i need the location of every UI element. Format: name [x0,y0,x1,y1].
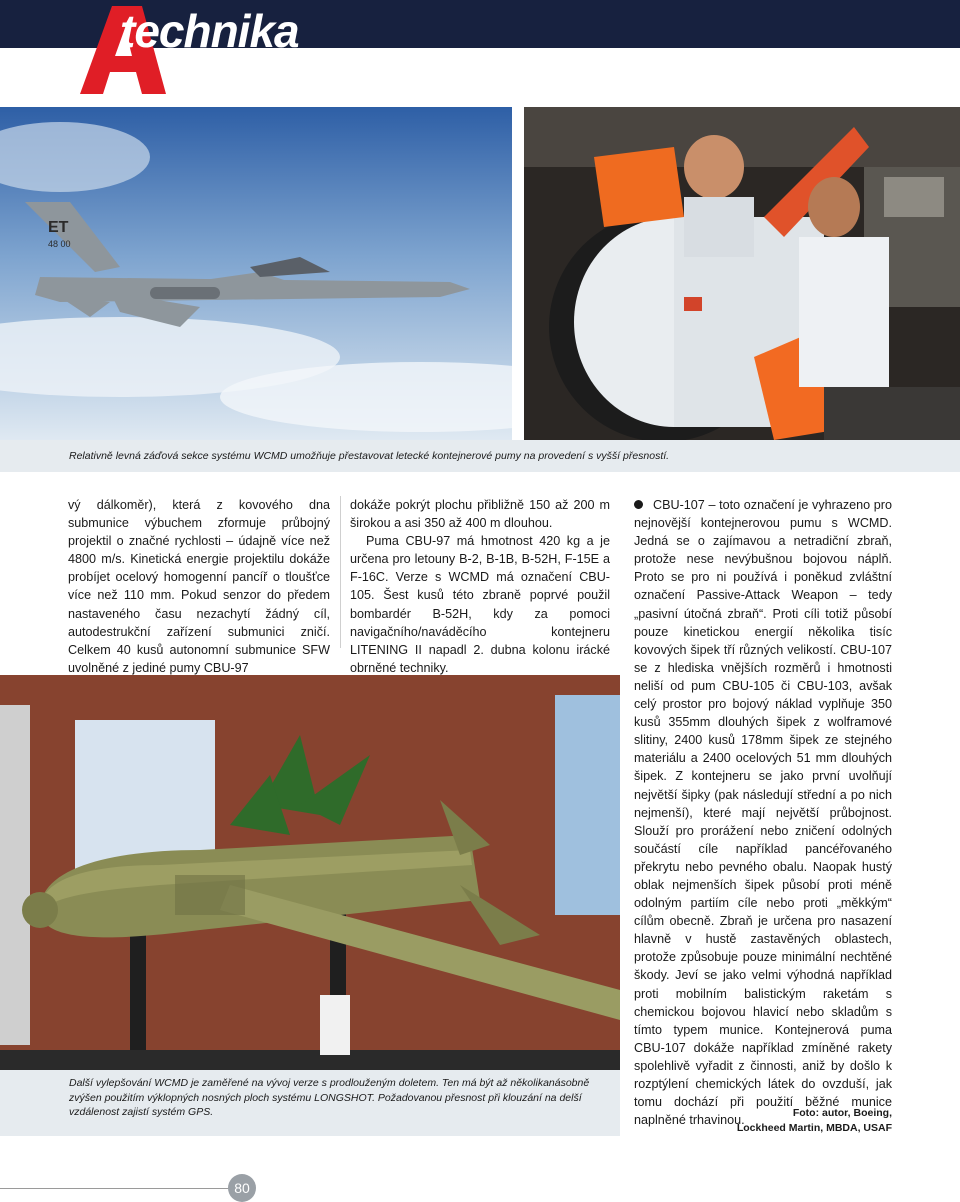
article-paragraph: Puma CBU-97 má hmotnost 420 kg a je určena pro letouny B-2, B-1B, B-52H, F-15E a F-16C. Verze s WCMD má označení CBU-105. Šest kusů této zbraně poprvé použil bombardér B-52H, kdy za pomoci navigačního/naváděcího kontejneru LITENING II napadl 2. dubna kolonu irácké obrněné techniky. [350,534,610,675]
footer-rule [0,1188,240,1189]
photo-credit [700,1106,892,1136]
article-paragraph: vý dálkoměr), která z kovového dna submunice výbuchem zformuje průbojný projektil o značné rychlosti – údajně více než 4800 m/s. Kinetická energie projektilu dokáže probíjet ocelový homogenní pancíř o tloušťce více než 110 mm. Pokud senzor do předem nastaveného času nezachytí žádný cíl, autodestrukční zařízení submunici zničí. Celkem 40 kusů autonomní submunice SFW uvolněné z jediné pumy CBU-97 [68,498,330,675]
bullet-icon [634,500,643,509]
article-column-3 [634,496,892,1129]
photo-credit-line: Lockheed Martin, MBDA, USAF [736,1122,892,1134]
photo-engineers-tail-kit [524,107,960,440]
section-title: technika [120,5,299,57]
jet-tail-code: ET [48,219,69,236]
photo-wcmd-display [0,675,620,1070]
page-number: 80 [228,1174,256,1202]
article-column-2 [350,496,610,677]
photo-credit-line: Foto: autor, Boeing, [792,1107,892,1119]
photo-f16-jet [0,107,512,440]
article-paragraph-text: CBU-107 – toto označení je vyhrazeno pro nejnovější kontejnerovou pumu s WCMD. Jedná se o zajímavou a netradiční zbraň, protože nese nevýbušnou bojovou náplň. Proto se pro ni používá i poněkud zvláštní označení Passive-Attack Weapon – tedy „pasivní útočná zbraň“. Proti cíli totiž působí pouze kinetickou energií několika tisíc kovových šipek tří různých velikostí. CBU-107 se z hlediska vnějších rozměrů i hmotnosti neliší od pum CBU-105 či CBU-103, avšak celý prostor pro bojový náklad vyplňuje 350 kusů 355mm dlouhých šipek z wolframové slitiny, 2400 kusů 178mm šipek ze stejného materiálu a 2400 ocelových 51 mm dlouhých šipek. Z kontejneru se jako první uvolňují největší šipky (pak následují střední a po nich nejmenší), které mají největší průbojnost. Slouží pro prorážení nebo zničení odolných součástí cíle například pancéřovaného překrytu nebo pevného obalu. Naopak hustý oblak nejmenších šipek působí proti méně odolným partiím cíle nebo proti „měkkým“ cílům obecně. Zbraň je určena pro nasazení hlavně v hustě zastavěných oblastech, protože způsobuje pouze minimální nechtěné škody. Jeví se jako velmi výhodná například proti mobilním balistickým raketám s chemickou bojovou hlavicí nebo skladům s tímto typem munice. Kontejnerová puma CBU-107 dokáže například zmíněné rakety spolehlivě vyřadit z činnosti, aniž by došlo k rozptýlení chemických látek do ovzduší, jak tomu dochází při použití běžné munice naplněné trhavinou. [634,498,892,1128]
article-column-1 [68,496,330,677]
caption-photos-top: Relativně levná záďová sekce systému WCMD umožňuje přestavovat letecké kontejnerové pumy na provedení s vyšší přesností. [0,440,960,472]
caption-photo-bottom: Další vylepšování WCMD je zaměřené na vývoj verze s prodlouženým doletem. Ten má být až několikanásobně zvýšen použitím výklopných nosných ploch systému LONGSHOT. Požadovanou přesnost při klouzání na delší vzdálenost zajistí systém GPS. [0,1070,620,1136]
column-divider [340,496,341,648]
jet-tail-number: 48 00 [48,239,71,249]
article-paragraph: dokáže pokrýt plochu přibližně 150 až 200 m širokou a asi 350 až 400 m dlouhou. [350,498,610,531]
article-paragraph-cbu107 [634,496,892,1129]
